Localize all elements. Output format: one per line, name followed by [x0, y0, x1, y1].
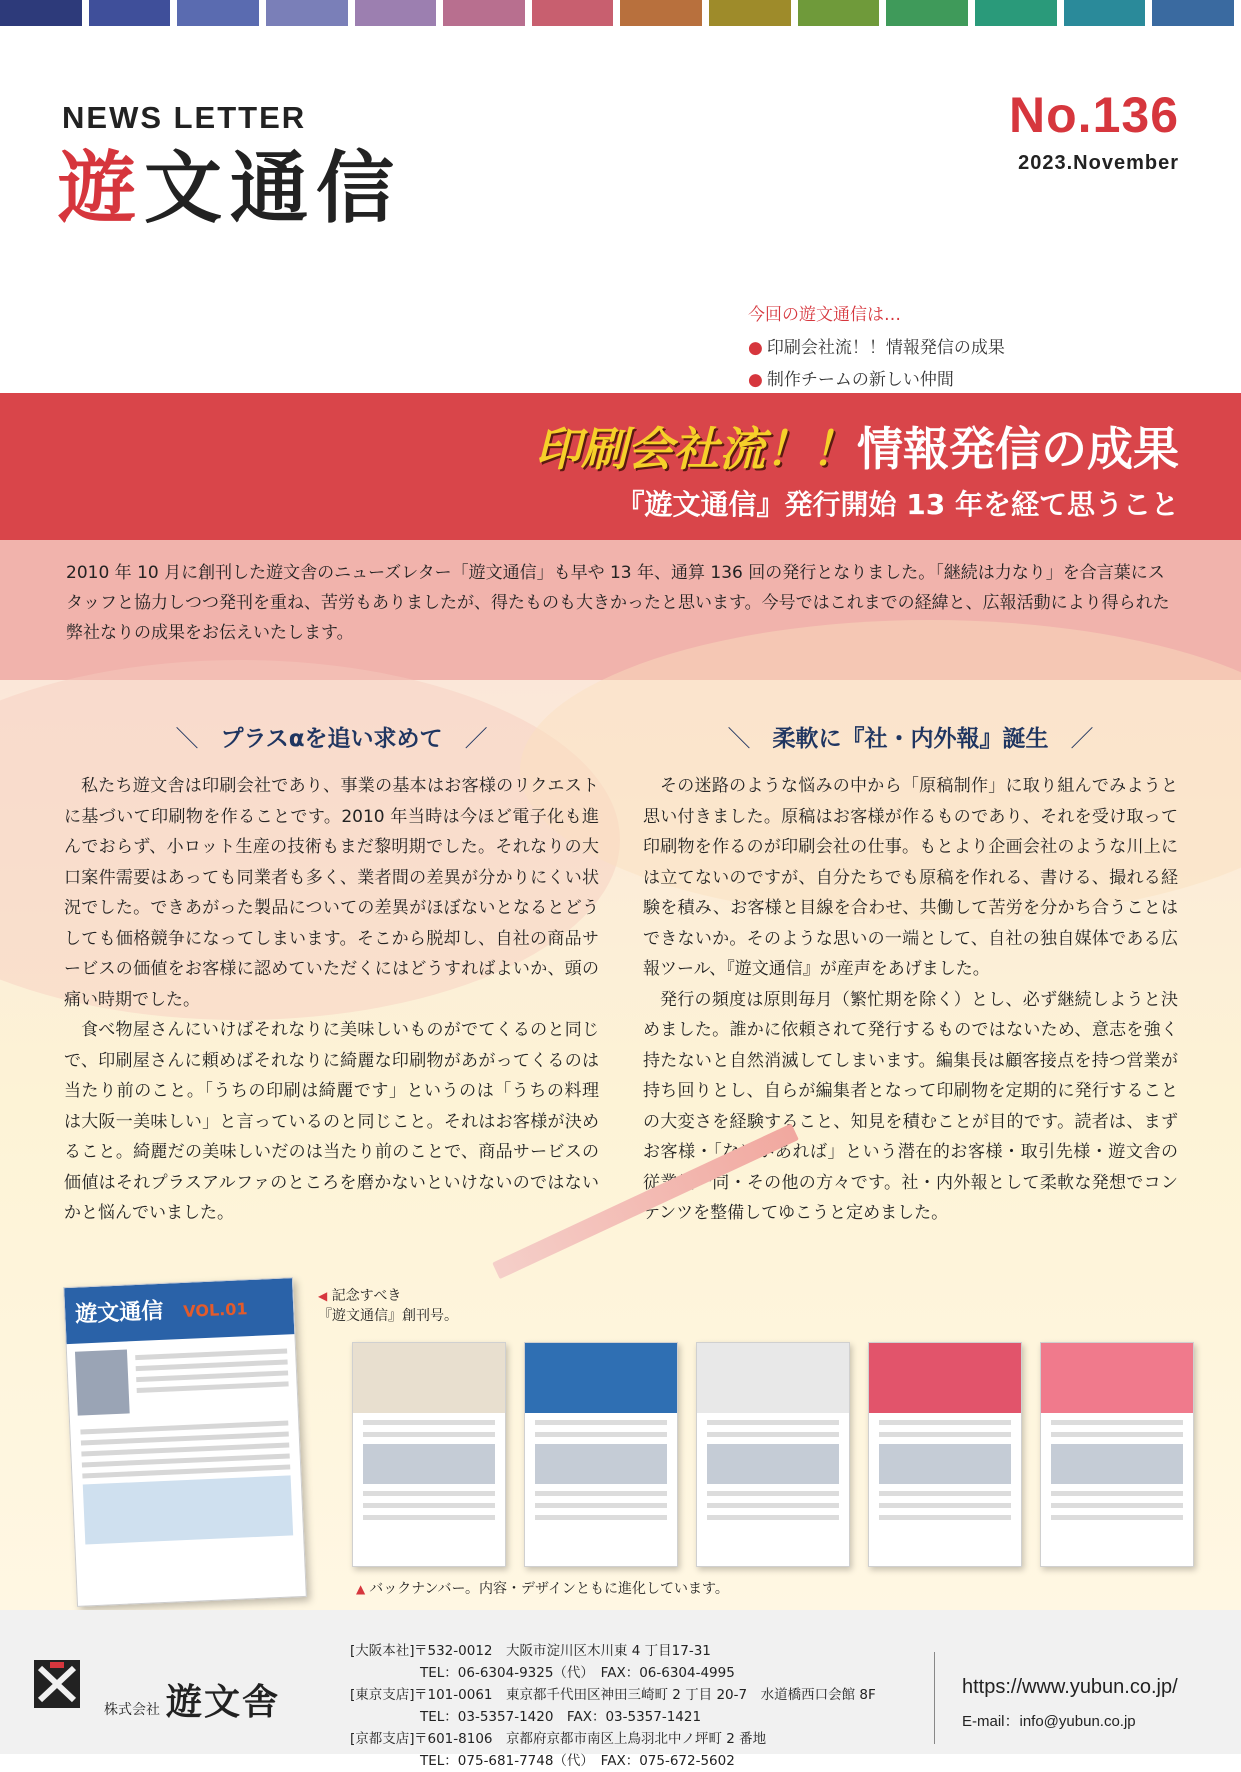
heading-text: 柔軟に『社・内外報』誕生 [772, 726, 1049, 752]
issue-number: No.136 [1009, 87, 1179, 143]
right-column [643, 720, 1178, 1229]
email-link[interactable]: E-mail：info@yubun.co.jp [962, 1713, 1136, 1730]
slash-icon: ／ [464, 726, 488, 752]
color-stripe [0, 0, 82, 26]
office-line [350, 1640, 876, 1662]
company-name [104, 1674, 280, 1725]
bullet-icon: ● [748, 338, 763, 358]
table-of-contents [748, 300, 1005, 397]
color-stripe [1064, 0, 1146, 26]
color-stripe [709, 0, 791, 26]
slash-icon: ／ [1070, 726, 1094, 752]
website-link[interactable]: https://www.yubun.co.jp/ [962, 1676, 1178, 1698]
left-column-heading [64, 720, 599, 753]
triangle-up-icon: ▲ [356, 1582, 366, 1596]
color-stripe [975, 0, 1057, 26]
heading-text: プラスαを追い求めて [220, 726, 443, 752]
toc-item-label: 印刷会社流！！情報発信の成果 [766, 338, 1005, 358]
triangle-left-icon: ◀ [318, 1289, 328, 1303]
issue-date: 2023.November [1018, 152, 1179, 174]
color-stripe [532, 0, 614, 26]
thumbnail [524, 1342, 678, 1567]
office-phone: TEL：03-5357-1420 FAX：03-5357-1421 [420, 1709, 702, 1725]
thumbnail-header [697, 1343, 849, 1413]
office-label: [京都支店] [350, 1731, 415, 1747]
toc-title: 今回の遊文通信は… [748, 305, 901, 325]
office-line [350, 1684, 876, 1706]
back-numbers-caption [356, 1578, 729, 1598]
color-stripe [177, 0, 259, 26]
title-rest: 文通信 [144, 144, 403, 234]
slash-icon: ＼ [727, 726, 751, 752]
thumbnail-header [525, 1343, 677, 1413]
feature-banner [0, 393, 1241, 540]
toc-item-label: 制作チームの新しい仲間 [766, 370, 954, 390]
first-issue-title: 遊文通信 [74, 1298, 164, 1328]
first-issue-caption [318, 1286, 458, 1326]
color-stripe [443, 0, 525, 26]
thumbnail-header [869, 1343, 1021, 1413]
color-stripe [89, 0, 171, 26]
paragraph: その迷路のような悩みの中から「原稿制作」に取り組んでみようと思い付きました。原稿はお客様が作るものであり、それを受け取って印刷物を作るのが印刷会社の仕事。もとより企画会社のような川上には立てないのですが、自分たちでも原稿を作れる、書ける、撮れる経験を積み、お客様と目線を合わせ、共働して苦労を分かち合うことはできないか。そのような思いの一端として、自社の独自媒体である広報ツール、『遊文通信』が産声をあげました。 [643, 776, 1178, 979]
color-stripe [355, 0, 437, 26]
toc-item [748, 365, 1005, 390]
headline-script: 印刷会社流！！ [535, 422, 857, 476]
first-issue-vol: VOL.01 [182, 1299, 248, 1321]
thumbnail [1040, 1342, 1194, 1567]
first-issue-masthead [64, 1278, 294, 1344]
paragraph: 発行の頻度は原則毎月（繁忙期を除く）とし、必ず継続しようと決めました。誰かに依頼されて発行するものではないため、意志を強く持たないと自然消滅してしまいます。編集長は顧客接点を持つ営業が持ち回りとし、自らが編集者となって印刷物を定期的に発行することの大変さを経験すること、知見を積むことが目的です。読者は、まずお客様・「なにかあれば」という潜在的お客様・取引先様・遊文舎の従業員一同・その他の方々です。社・内外報として柔軟な発想でコンテンツを整備してゆこうと定めました。 [643, 989, 1178, 1223]
office-address: 〒532-0012 大阪市淀川区木川東 4 丁目17-31 [414, 1643, 711, 1659]
thumbnail-header [353, 1343, 505, 1413]
caption-text: バックナンバー。内容・デザインともに進化しています。 [369, 1581, 729, 1597]
office-address: 〒101-0061 東京都千代田区神田三崎町 2 丁目 20-7 水道橋西口会館 8F [414, 1687, 876, 1703]
office-address: 〒601-8106 京都府京都市南区上鳥羽北中ノ坪町 2 番地 [414, 1731, 767, 1747]
thumbnail [868, 1342, 1022, 1567]
office-phone: TEL：06-6304-9325（代） FAX：06-6304-4995 [420, 1665, 735, 1681]
photo-collection [83, 1475, 293, 1544]
office-line [350, 1728, 876, 1750]
toc-item [748, 333, 1005, 358]
office-label: [東京支店] [350, 1687, 415, 1703]
office-label: [大阪本社] [350, 1643, 415, 1659]
caption-text: 『遊文通信』創刊号。 [318, 1308, 458, 1324]
company-name-text: 遊文舎 [166, 1681, 281, 1723]
color-stripe [1152, 0, 1234, 26]
color-stripe [886, 0, 968, 26]
bullet-icon: ● [748, 370, 763, 390]
thumbnail-header [1041, 1343, 1193, 1413]
feature-subheadline: 『遊文通信』発行開始 13 年を経て思うこと [616, 488, 1179, 521]
company-logo-icon [34, 1660, 80, 1708]
divider [934, 1652, 935, 1744]
color-stripe [620, 0, 702, 26]
slash-icon: ＼ [175, 726, 199, 752]
right-column-heading [643, 720, 1178, 753]
back-number-thumbnails [352, 1342, 1192, 1565]
newsletter-title [58, 144, 403, 234]
newsletter-label: NEWS LETTER [62, 100, 307, 135]
header-color-stripes [0, 0, 1241, 26]
left-column [64, 720, 599, 1229]
paragraph: 私たち遊文舎は印刷会社であり、事業の基本はお客様のリクエストに基づいて印刷物を作ることです。2010 年当時は今ほど電子化も進んでおらず、小ロット生産の技術もまだ黎明期でした。それなりの大口案件需要はあっても同業者も多く、業者間の差異が分かりにくい状況でした。できあがった製品についての差異がほぼないとなるとどうしても価格競争になってしまいます。そこから脱却し、自社の商品サービスの価値をお客様に認めていただくにはどうすればよいか、頭の痛い時期でした。 [64, 776, 599, 1010]
thumbnail [696, 1342, 850, 1567]
paragraph: 食べ物屋さんにいけばそれなりに美味しいものがでてくるのと同じで、印刷屋さんに頼めばそれなりに綺麗な印刷物があがってくるのは当たり前のこと。「うちの印刷は綺麗です」というのは「うちの料理は大阪一美味しい」と言っているのと同じこと。それはお客様が決めること。綺麗だの美味しいだのは当たり前のことで、商品サービスの価値はそれプラスアルファのところを磨かないといけないのではないかと悩んでいました。 [64, 1020, 599, 1223]
title-red-char: 遊 [58, 144, 145, 234]
office-addresses [350, 1640, 876, 1772]
company-prefix: 株式会社 [104, 1702, 160, 1718]
color-stripe [798, 0, 880, 26]
first-issue-image [63, 1277, 307, 1607]
footer [0, 1610, 1241, 1769]
thumbnail [352, 1342, 506, 1567]
headline-main: 情報発信の成果 [857, 422, 1179, 476]
office-phone: TEL：075-681-7748（代） FAX：075-672-5602 [420, 1753, 735, 1769]
portrait-photo [75, 1349, 130, 1415]
feature-headline [535, 413, 1179, 479]
caption-text: 記念すべき [331, 1288, 402, 1304]
intro-text: 2010 年 10 月に創刊した遊文舎のニューズレター「遊文通信」も早や 13 年、通算 136 回の発行となりました。「継続は力なり」を合言葉にスタッフと協力しつつ発刊を重ね、苦労もありましたが、得たものも大きかったと思います。今号ではこれまでの経緯と、広報活動により得られた弊社なりの成果をお伝えいたします。 [66, 563, 1170, 643]
color-stripe [266, 0, 348, 26]
